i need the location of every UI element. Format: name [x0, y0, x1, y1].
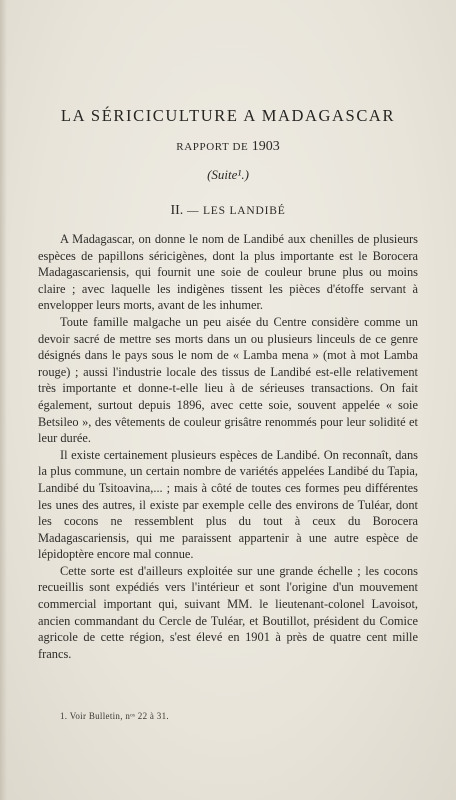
- article-title: LA SÉRICICULTURE A MADAGASCAR: [60, 106, 396, 125]
- paragraph: Toute famille malgache un peu aisée du Centre considère comme un devoir sacré de mettre ses morts dans un ou plusieurs linceuls de ce genre désignés dans le pays sous le nom de « Lamba mena » (mot à mot Lamba rouge) ; aussi l'industrie locale des tissus de Landibé est-elle relativement très importante et donne-t-elle lieu à de sérieuses transactions. On fait également, surtout depuis 1896, avec cette soie, souvent appelée « soie Betsileo », des vêtements de couleur grisâtre renommés pour leur solidité et leur durée.: [38, 314, 418, 446]
- subtitle-label: RAPPORT DE: [176, 141, 249, 153]
- suite-note: (Suite¹.): [207, 167, 249, 182]
- paragraph: Il existe certainement plusieurs espèces de Landibé. On reconnaît, dans la plus commune, un certain nombre de variétés appelées Landibé du Tapia, Landibé du Tsitoavina,... ; mais à côté de toutes ces formes peu différentes les unes des autres, il existe par exemple celle des environs de Tuléar, dont les cocons ne ressemblent plus du tout à ceux du Borocera Madagascariensis, qui me paraissent appartenir à une autre espèce de lépidoptère encore mal connue.: [38, 447, 418, 562]
- section-heading: [0, 203, 456, 219]
- footnote: 1. Voir Bulletin, nᵒˢ 22 à 31.: [60, 711, 169, 721]
- paragraph: A Madagascar, on donne le nom de Landibé aux chenilles de plusieurs espèces de papillons séricigènes, dont la plus importante est le Borocera Madagascariensis, qui fournit une soie de couleur brune plus ou moins claire ; avec laquelle les indigènes tissent les pièces d'étoffe servant à envelopper leurs morts, avant de les inhumer.: [38, 232, 418, 313]
- subtitle-year: 1903: [251, 139, 280, 154]
- body-text: [38, 231, 418, 662]
- article-subtitle: [0, 139, 456, 155]
- section-numeral: II.: [170, 203, 184, 218]
- paragraph: Cette sorte est d'ailleurs exploitée sur une grande échelle ; les cocons recueillis sont expédiés vers l'intérieur et sont l'origine d'un mouvement commercial important qui, suivant MM. le lieutenant-colonel Lavoisot, ancien commandant du Cercle de Tuléar, et Boutillot, président du Comice agricole de cette région, s'est élevé en 1901 à près de quatre cent mille francs.: [38, 563, 418, 661]
- section-title: — LES LANDIBÉ: [186, 205, 286, 217]
